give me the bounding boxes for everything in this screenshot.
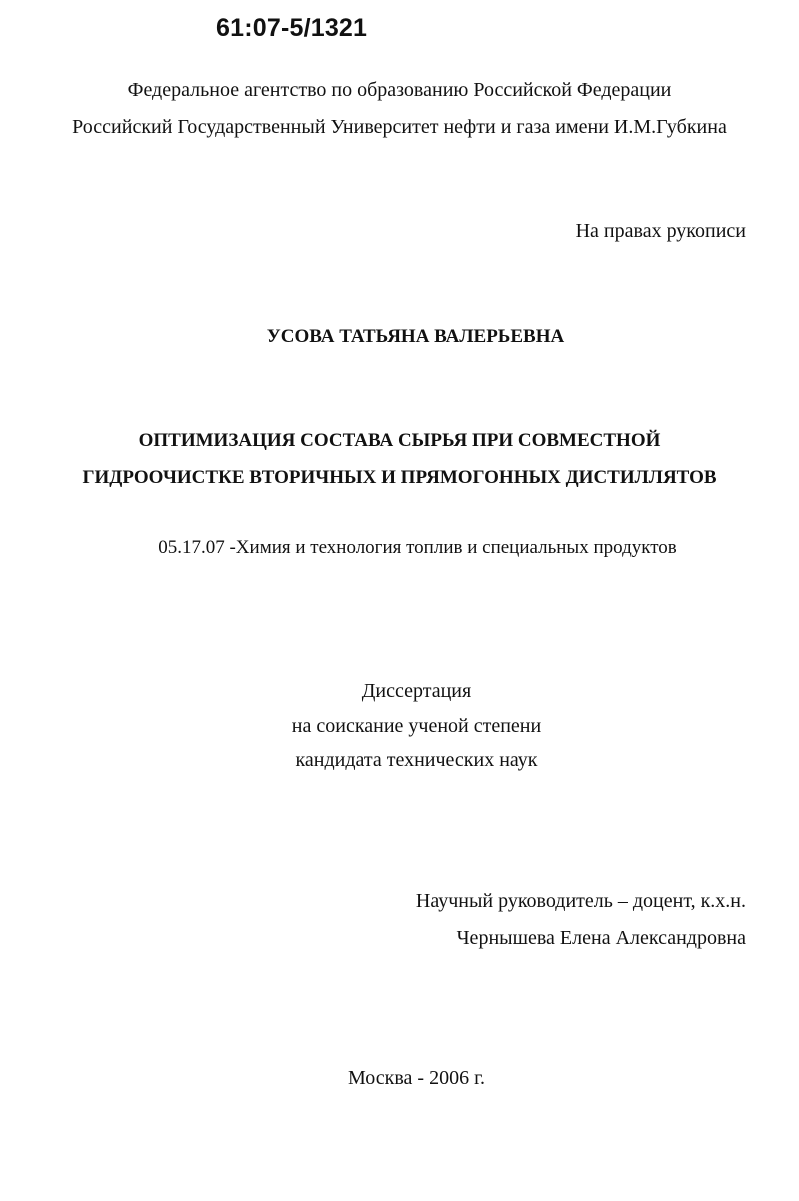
manuscript-note: На правах рукописи	[575, 220, 746, 242]
degree-type: Диссертация	[361, 680, 472, 702]
degree-purpose: на соискание ученой степени	[291, 715, 542, 737]
supervisor-name: Чернышева Елена Александровна	[456, 927, 746, 949]
degree-field: кандидата технических наук	[295, 749, 538, 771]
specialty-code: 05.17.07 -Химия и технология топлив и специальных продуктов	[158, 537, 677, 558]
archive-stamp: 61:07-5/1321	[216, 14, 368, 42]
place-year: Москва - 2006 г.	[347, 1067, 486, 1089]
dissertation-title-line-2: ГИДРООЧИСТКЕ ВТОРИЧНЫХ И ПРЯМОГОННЫХ ДИСТИЛЛЯТОВ	[82, 467, 717, 488]
dissertation-title-line-1: ОПТИМИЗАЦИЯ СОСТАВА СЫРЬЯ ПРИ СОВМЕСТНОЙ	[138, 430, 661, 451]
author-name: УСОВА ТАТЬЯНА ВАЛЕРЬЕВНА	[266, 326, 565, 347]
agency-name: Федеральное агентство по образованию Российской Федерации	[127, 79, 672, 101]
university-name: Российский Государственный Университет нефти и газа имени И.М.Губкина	[72, 116, 727, 138]
supervisor-role: Научный руководитель – доцент, к.х.н.	[415, 890, 746, 912]
